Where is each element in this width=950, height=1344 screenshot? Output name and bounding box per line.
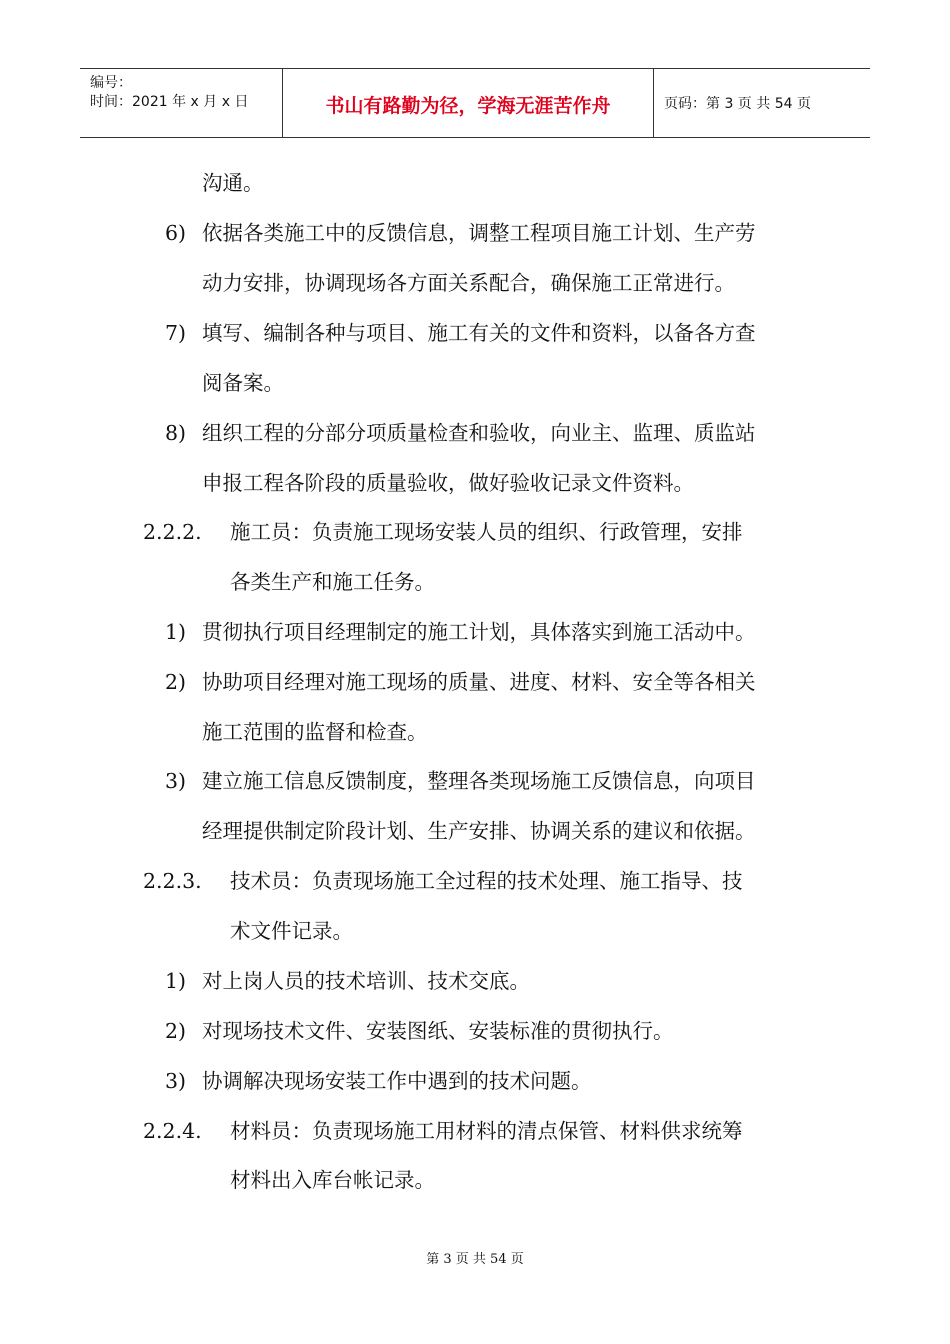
body-line: 材料出入库台帐记录。 — [230, 1168, 435, 1192]
body-line: 组织工程的分部分项质量检查和验收，向业主、监理、质监站 — [202, 421, 756, 445]
body-line: 施工范围的监督和检查。 — [202, 720, 428, 744]
body-line: 对现场技术文件、安装图纸、安装标准的贯彻执行。 — [202, 1019, 674, 1043]
list-number: 2) — [165, 670, 187, 694]
list-number: 1) — [165, 969, 187, 993]
body-line: 建立施工信息反馈制度，整理各类现场施工反馈信息，向项目 — [202, 769, 756, 793]
page-footer: 第 3 页 共 54 页 — [426, 1252, 524, 1267]
body-line: 申报工程各阶段的质量验收，做好验收记录文件资料。 — [202, 471, 694, 495]
list-number: 3) — [165, 769, 187, 793]
body-line: 协调解决现场安装工作中遇到的技术问题。 — [202, 1069, 592, 1093]
section-heading-line: 技术员：负责现场施工全过程的技术处理、施工指导、技 — [230, 869, 743, 893]
body-line: 动力安排，协调现场各方面关系配合，确保施工正常进行。 — [202, 271, 735, 295]
list-number: 8) — [165, 421, 187, 445]
header-motto: 书山有路勤为径，学海无涯苦作舟 — [325, 95, 611, 117]
body-line: 术文件记录。 — [230, 919, 353, 943]
body-line: 依据各类施工中的反馈信息，调整工程项目施工计划、生产劳 — [202, 221, 756, 245]
header-center-cell — [282, 69, 654, 137]
section-number: 2.2.2. — [143, 520, 202, 544]
body-line: 填写、编制各种与项目、施工有关的文件和资料，以备各方查 — [202, 321, 756, 345]
body-line: 对上岗人员的技术培训、技术交底。 — [202, 969, 530, 993]
body-line: 阅备案。 — [202, 371, 284, 395]
header-right-cell — [654, 69, 870, 137]
header-left-cell — [80, 69, 282, 137]
body-line: 沟通。 — [202, 171, 264, 195]
section-heading-line: 材料员：负责现场施工用材料的清点保管、材料供求统筹 — [230, 1119, 743, 1143]
body-line: 各类生产和施工任务。 — [230, 570, 435, 594]
body-line: 贯彻执行项目经理制定的施工计划，具体落实到施工活动中。 — [202, 620, 756, 644]
list-number: 1) — [165, 620, 187, 644]
header-page-info: 页码：第 3 页 共 54 页 — [664, 96, 811, 112]
list-number: 3) — [165, 1069, 187, 1093]
section-number: 2.2.3. — [143, 869, 202, 893]
list-number: 7) — [165, 321, 187, 345]
body-line: 协助项目经理对施工现场的质量、进度、材料、安全等各相关 — [202, 670, 756, 694]
list-number: 6) — [165, 221, 187, 245]
section-heading-line: 施工员：负责施工现场安装人员的组织、行政管理，安排 — [230, 520, 743, 544]
list-number: 2) — [165, 1019, 187, 1043]
section-number: 2.2.4. — [143, 1119, 202, 1143]
body-line: 经理提供制定阶段计划、生产安排、协调关系的建议和依据。 — [202, 819, 756, 843]
document-number-label: 编号： — [90, 75, 132, 91]
page-header — [80, 68, 870, 138]
document-date: 时间：2021 年 x 月 x 日 — [90, 94, 249, 110]
